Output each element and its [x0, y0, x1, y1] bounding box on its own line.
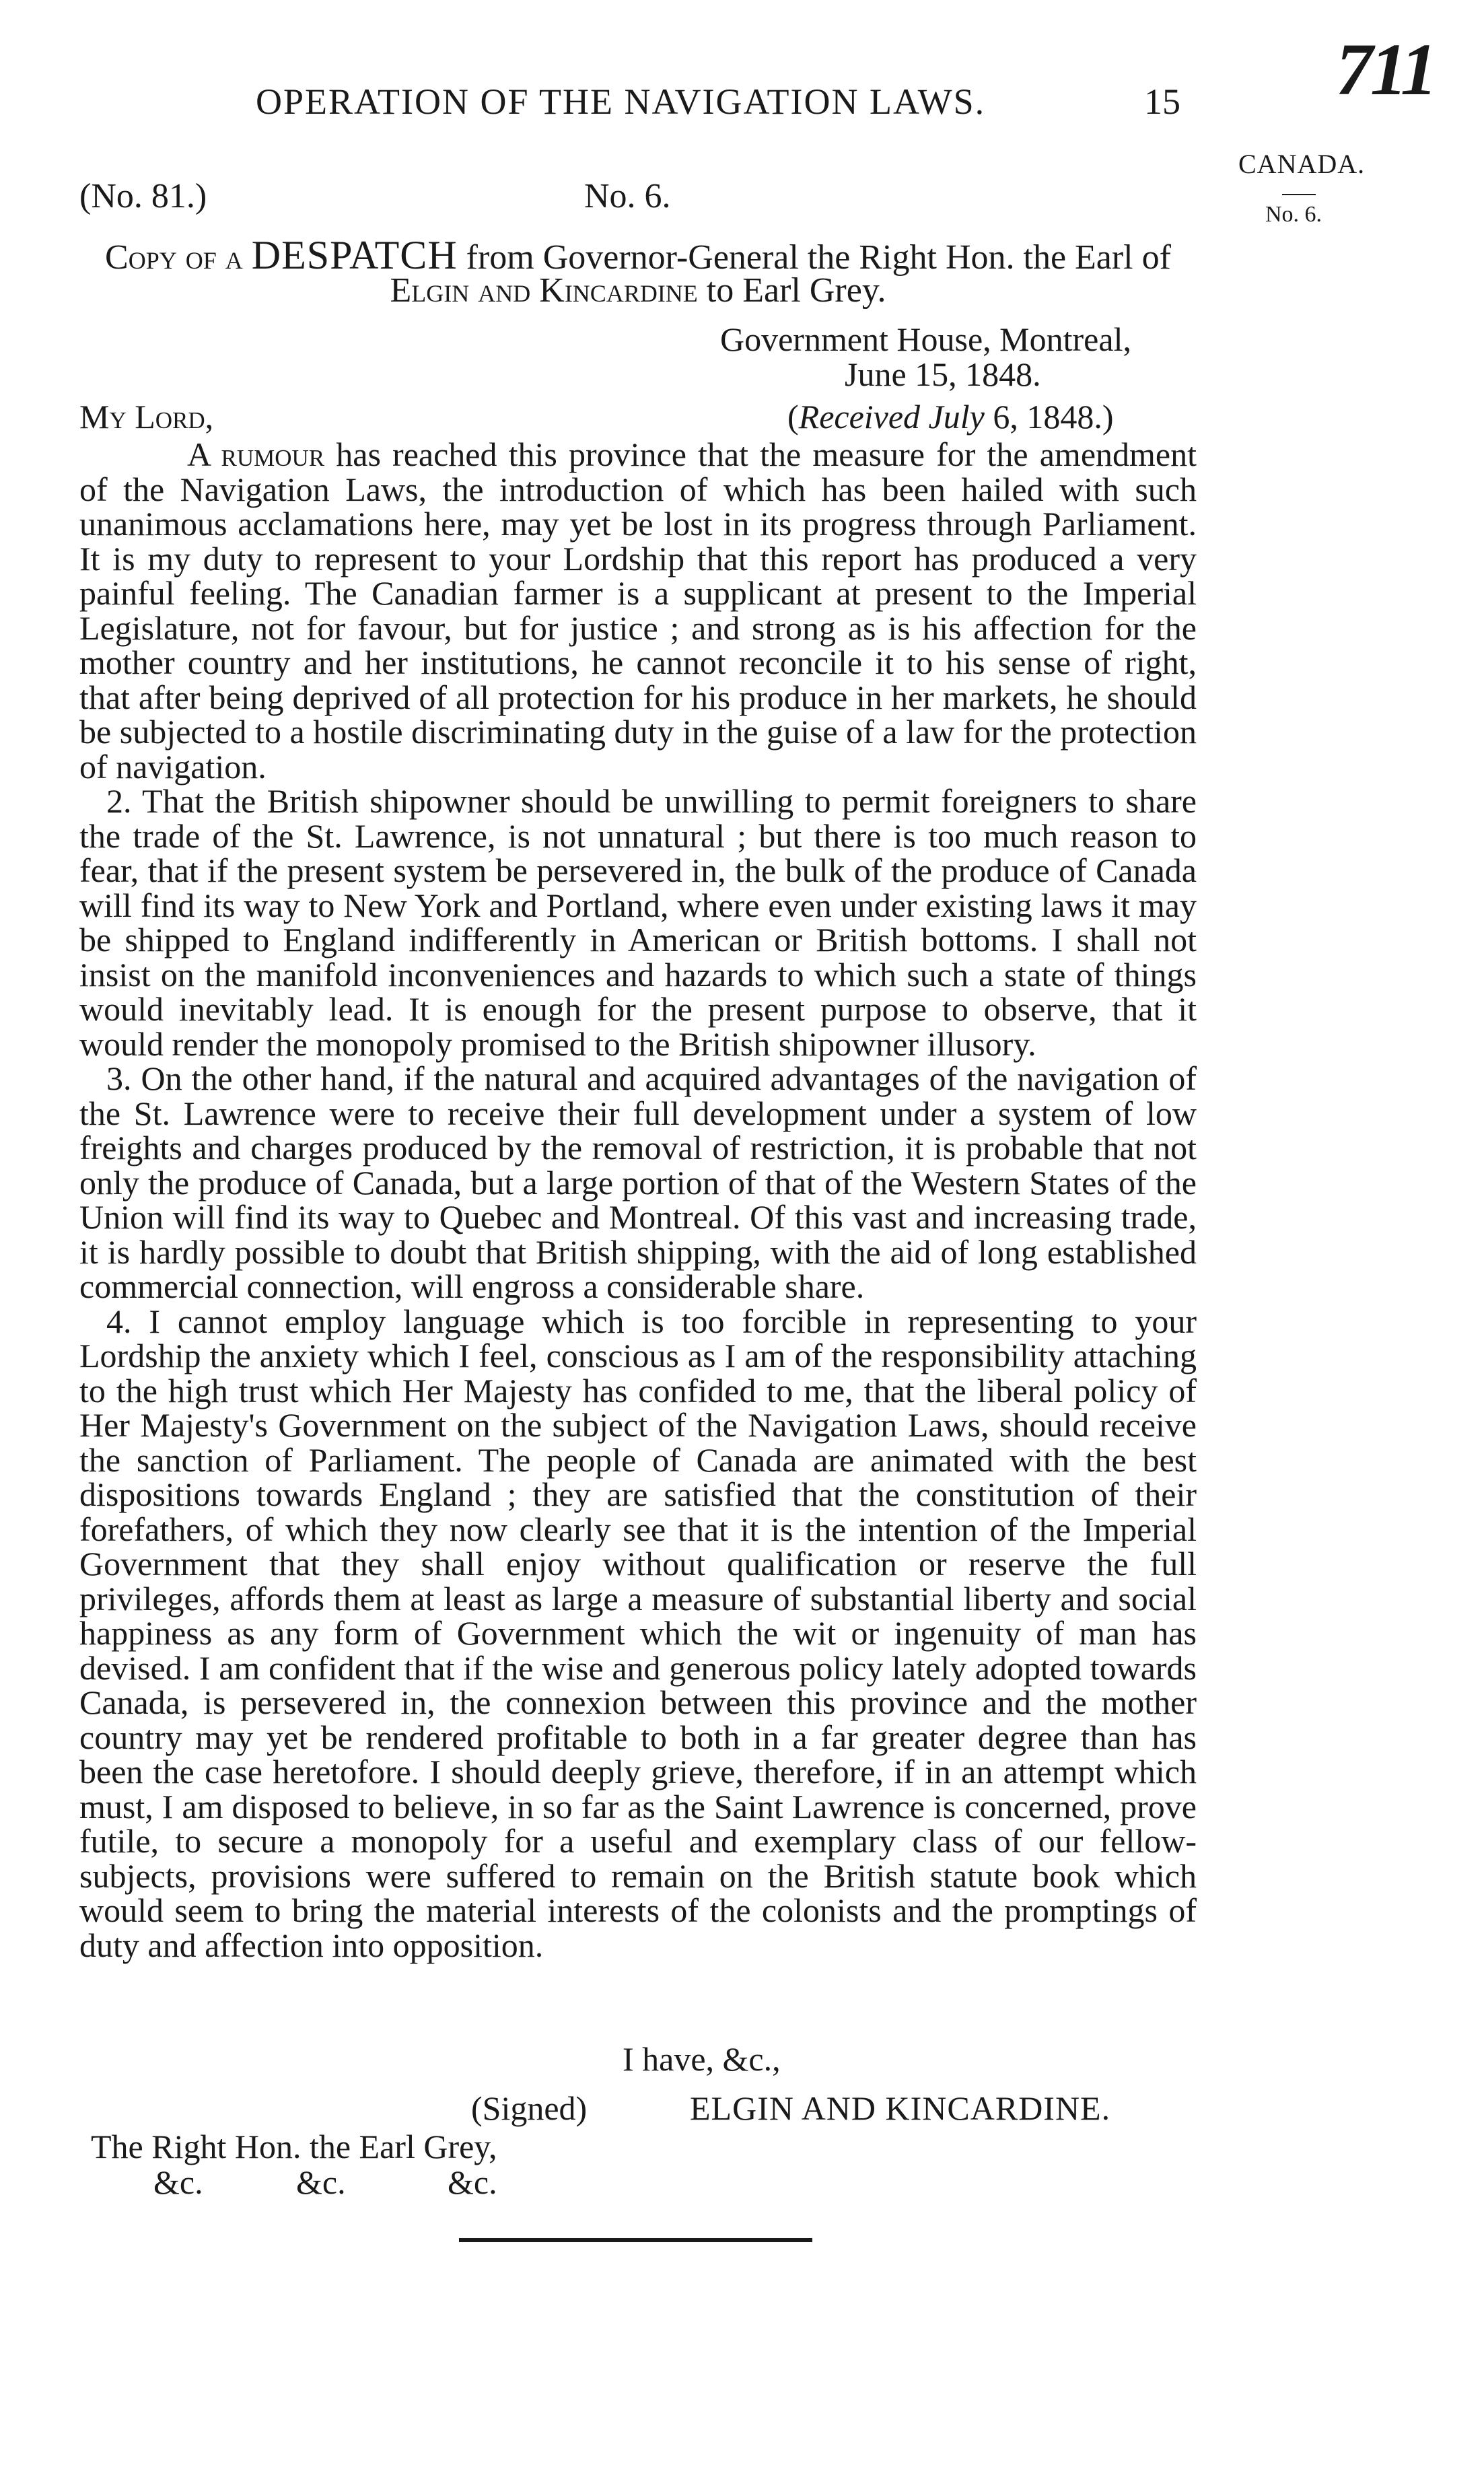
closing: I have, &c., [623, 2040, 781, 2078]
title-from: from Governor-General the Right Hon. the Earl of [466, 238, 1171, 277]
margin-colony-heading: CANADA. [1238, 149, 1366, 179]
paragraph-1-text: has reached this province that the measure for the amendment of the Navigation Laws, the introduction of which has been hailed with such unanimous acclamations here, may yet be lost in its progress through Parliament. It is my duty to represent to your Lordship that this report has produced a very painful feeling. The Canadian farmer is a supplicant at present to the Imperial Legislature, not for favour, but for justice ; and strong as is his affection for the mother country and her institutions, he cannot reconcile it to his sense of right, that after being deprived of all protection for his produce in her markets, he should be subjected to a hostile discriminating duty in the guise of a law for the protection of navigation. [79, 435, 1197, 786]
page-number: 15 [1144, 81, 1180, 122]
received-date: 6, 1848.) [993, 398, 1114, 435]
title-to: to Earl Grey. [706, 271, 886, 310]
paragraph-1-lead: A rumour [187, 435, 325, 473]
etc-3: &c. [448, 2163, 497, 2201]
signatory: ELGIN AND KINCARDINE. [690, 2089, 1111, 2127]
dateline-place: Government House, Montreal, [720, 320, 1131, 358]
paragraph-4: 4. I cannot employ language which is too forcible in representing to your Lordship the anxiety which I feel, conscious as I am of the responsibility attaching to the high trust which Her Majesty has confided to me, that the liberal policy of Her Majesty's Government on the subject of the Navigation Laws, should receive the sanction of Parliament. The people of Canada are animated with the best dispositions towards England ; they are satisfied that the constitution of their forefathers, of which they now clearly see that it is the intention of the Imperial Government that they shall enjoy without qualification or reserve the full privileges, affords them at least as large a measure of substantial liberty and social happiness as any form of Government which the wit or ingenuity of man has devised. I am confident that if the wise and generous policy lately adopted towards Canada, is persevered in, the connexion between this province and the mother country may yet be rendered profitable to both in a far greater degree than has been the case heretofore. I should deeply grieve, therefore, if in an attempt which must, I am disposed to believe, in so far as the Saint Lawrence is concerned, prove futile, to secure a monopoly for a useful and exemplary class of our fellow-subjects, provisions were suffered to remain on the British statute book which would seem to bring the material interests of the colonists and the promptings of duty and affection into opposition. [79, 1302, 1197, 1964]
despatch-body [79, 435, 1197, 1964]
etc-1: &c. [153, 2163, 203, 2201]
title-copy-of-a: Copy of a [105, 238, 243, 277]
salutation: My Lord, [79, 398, 214, 435]
margin-document-number: No. 6. [1265, 202, 1322, 227]
paragraph-3: 3. On the other hand, if the natural and acquired advantages of the navigation of the St. Lawrence were to receive their full development under a system of low freights and charges produced by the removal of restriction, it is probable that not only the produce of Canada, but a large portion of that of the Western States of the Union will find its way to Quebec and Montreal. Of this vast and increasing trade, it is hardly possible to doubt that British shipping, with the aid of long established commercial connection, will engross a considerable share. [79, 1059, 1197, 1305]
dateline-received: (Received July 6, 1848.) [787, 398, 1114, 435]
paragraph-1 [79, 435, 1197, 786]
despatch-number: No. 6. [584, 177, 671, 215]
margin-rule [1282, 194, 1316, 195]
signed-label: (Signed) [471, 2089, 588, 2127]
addressee: The Right Hon. the Earl Grey, [91, 2128, 497, 2165]
title-names: Elgin and Kincardine [390, 271, 698, 310]
paper-number: (No. 81.) [79, 177, 207, 215]
title-despatch: DESPATCH [251, 233, 458, 277]
paragraph-2: 2. That the British shipowner should be unwilling to permit foreigners to share the trade of the St. Lawrence, is not unnatural ; but there is too much reason to fear, that if the present system be persevered in, the bulk of the produce of Canada will find its way to New York and Portland, where even under existing laws it may be shipped to England indifferently in American or British bottoms. I shall not insist on the manifold inconveniences and hazards to which such a state of things would inevitably lead. It is enough for the present purpose to observe, that it would render the monopoly promised to the British shipowner illusory. [79, 782, 1197, 1063]
end-rule [459, 2238, 812, 2242]
handwritten-folio-number: 711 [1336, 28, 1435, 110]
etc-2: &c. [296, 2163, 346, 2201]
document-title-continued [79, 271, 1197, 310]
dateline-date: June 15, 1848. [845, 355, 1041, 393]
running-title: OPERATION OF THE NAVIGATION LAWS. [256, 81, 986, 122]
received-label: Received July [798, 398, 985, 435]
